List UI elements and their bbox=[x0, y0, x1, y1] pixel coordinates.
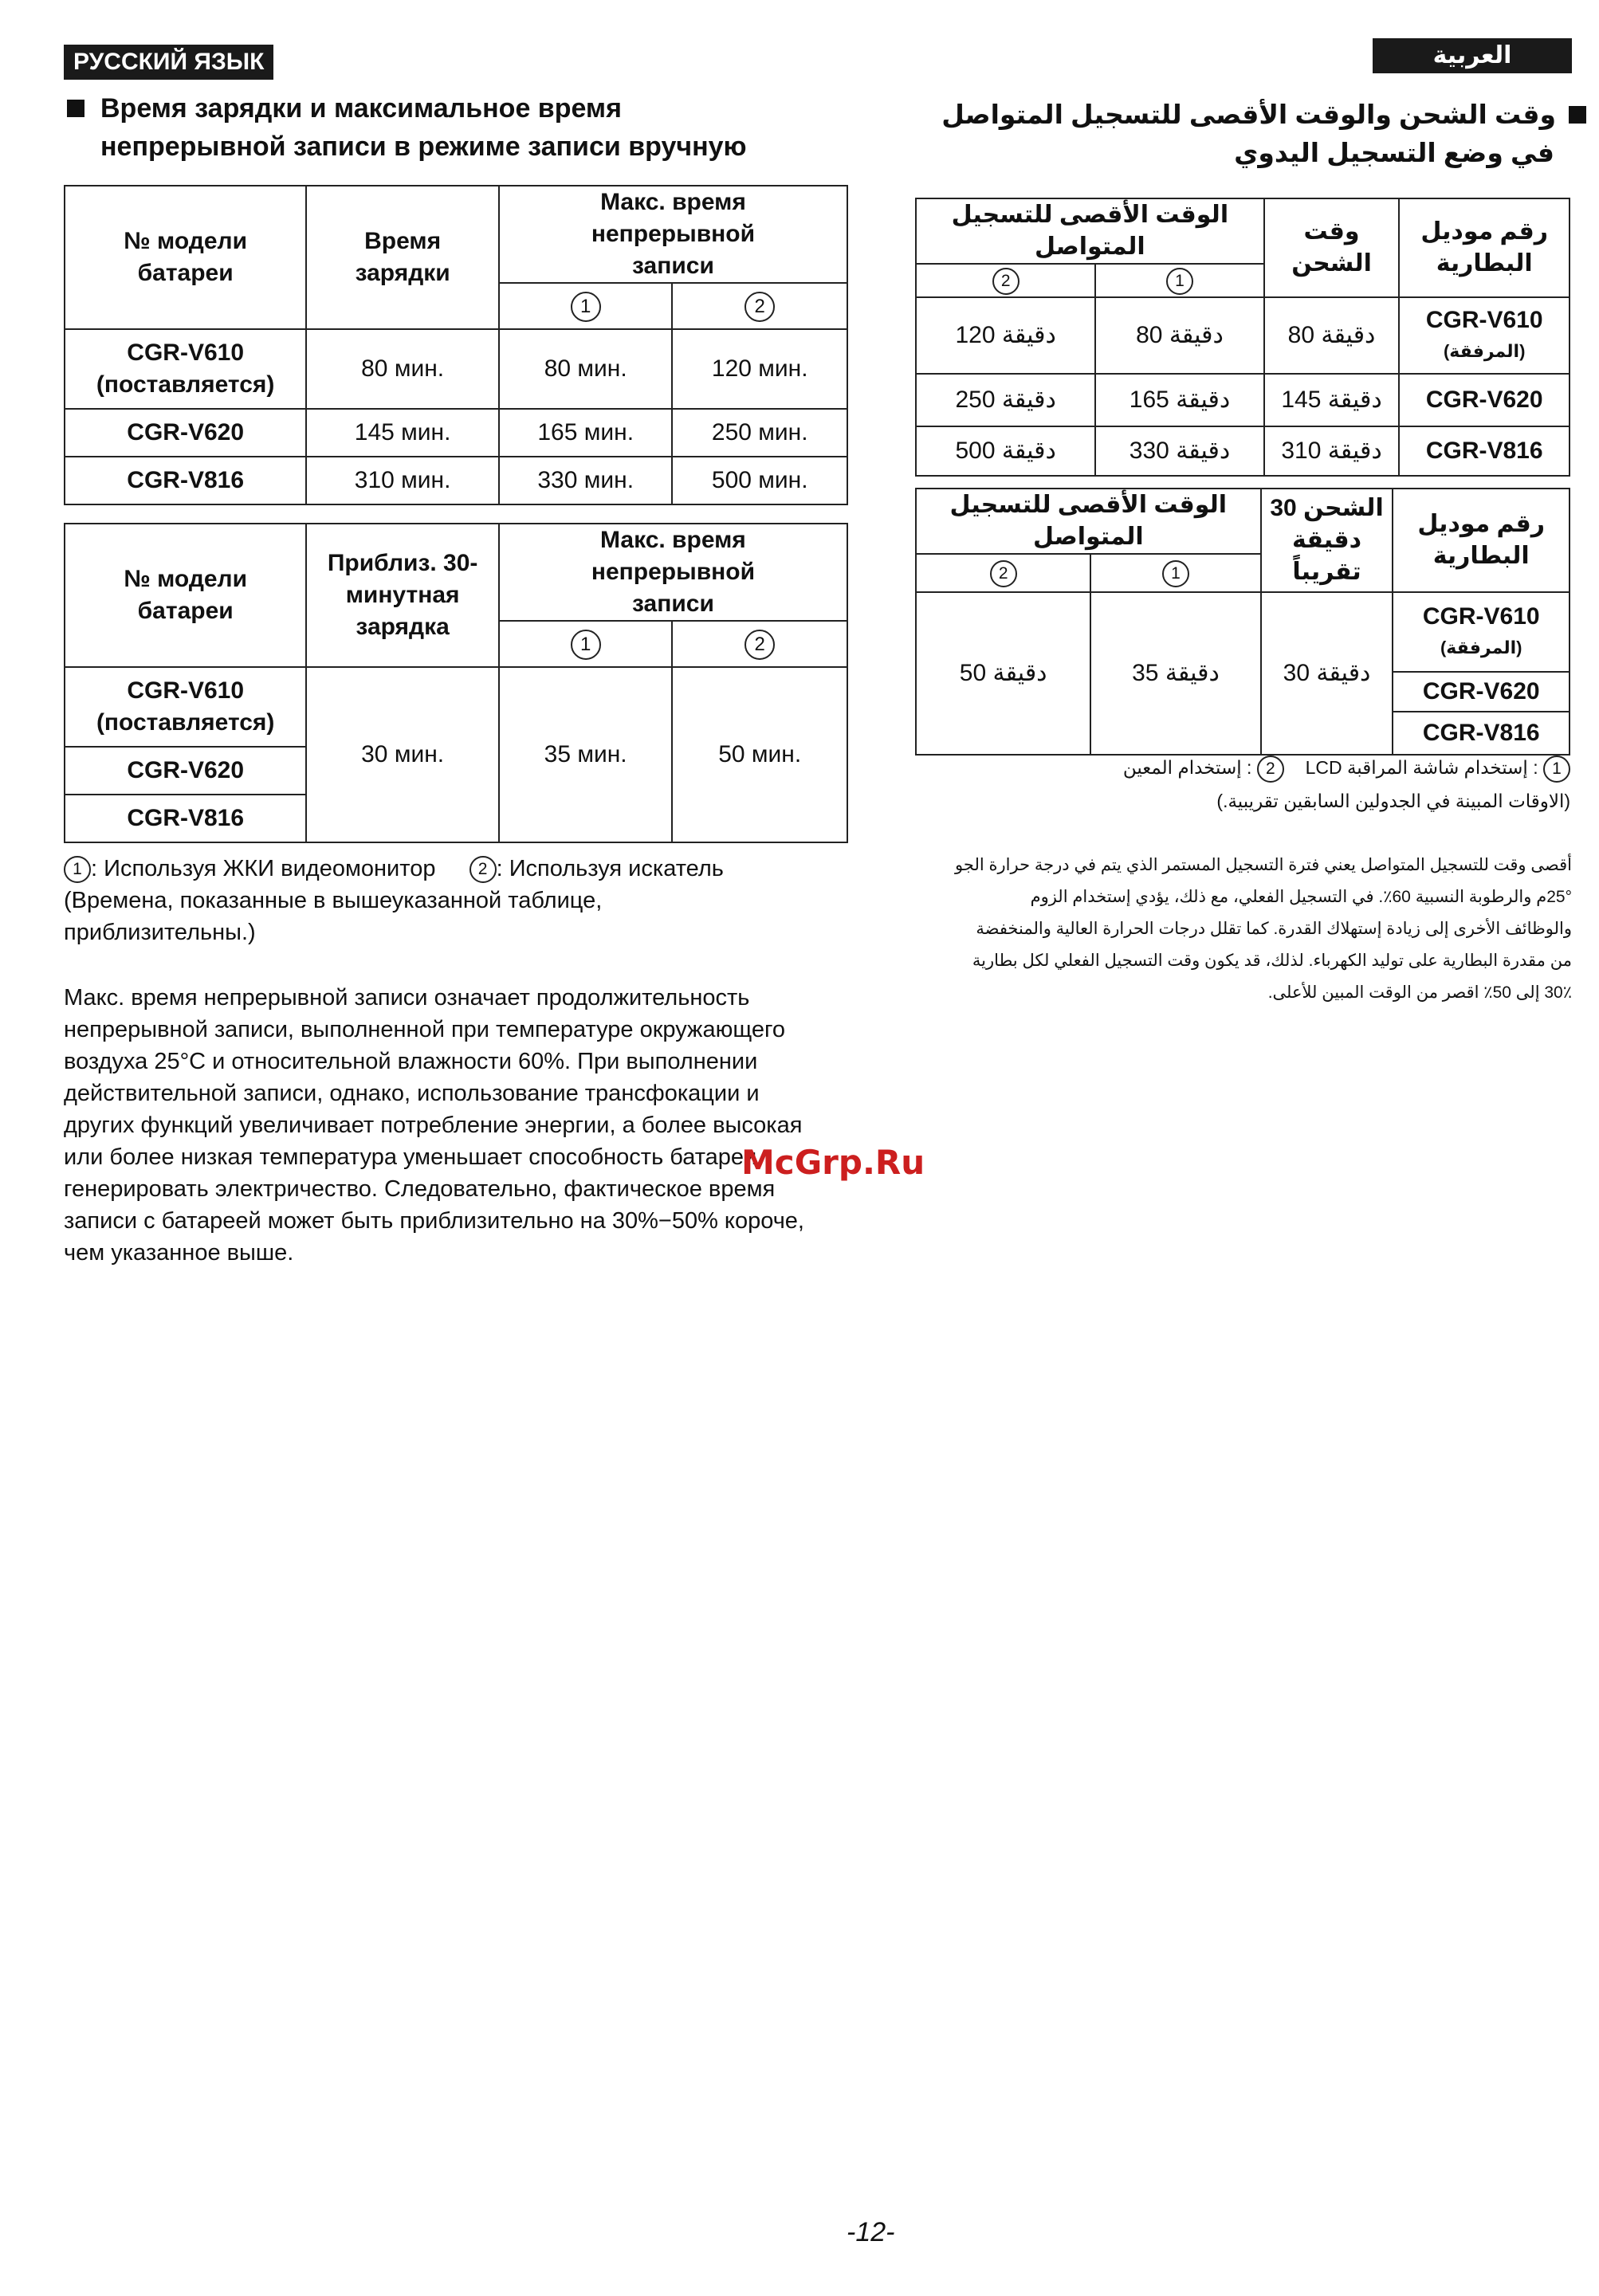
watermark: McGrp.Ru bbox=[741, 1143, 925, 1182]
subheader-lcd: 1 bbox=[499, 283, 673, 329]
header-model: № модели батареи bbox=[65, 186, 306, 329]
charging-table-russian bbox=[64, 185, 848, 505]
header-quick-charge: Приблиз. 30-минутная зарядка bbox=[306, 524, 499, 667]
table-row: CGR-V620 145 мин. 165 мин. 250 мин. bbox=[65, 409, 847, 457]
bullet-square-icon bbox=[1569, 106, 1586, 124]
note-paragraph-arabic: أقصى وقت للتسجيل المتواصل يعني فترة التسجيل المستمر الذي يتم في درجة حرارة الجو 25°م والرطوبة النسبية 60٪. في التسجيل الفعلي، مع ذلك، يؤدي إستخدام الزوم والوظائف الأخرى إلى زيادة إستهلاك القدرة. كما تقلل درجات الحرارة العالية والمنخفضة من مقدرة البطارية على توليد الكهرباء. لذلك، قد يكون وقت التسجيل الفعلي لكل بطارية 30٪ إلى 50٪ اقصر من الوقت المبين للأعلى. bbox=[955, 856, 1572, 1002]
header-max-recording: Макс. время непрерывной записи bbox=[499, 524, 847, 621]
header-max-recording: Макс. время непрерывной записи bbox=[499, 186, 847, 283]
table-row: 500 دقيقة 330 دقيقة 310 دقيقة CGR-V816 bbox=[916, 426, 1570, 476]
language-badge-russian: РУССКИЙ ЯЗЫК bbox=[64, 45, 273, 80]
table-row: CGR-V610 (поставляется) 80 мин. 80 мин. 120 мин. bbox=[65, 329, 847, 409]
charging-table-arabic: الوقت الأقصى للتسجيل المتواصل وقت الشحن رقم موديل البطارية 2 1 120 دقيقة 80 دقيقة 80 دقيقة CGR-V610 (المرفقة) 250 دقيقة 165 دقيقة 145 دقيقة CGR-V620 500 دقيقة 330 دقيقة 310 دقيقة CGR-V816 bbox=[915, 198, 1570, 477]
table-row: 250 دقيقة 165 دقيقة 145 دقيقة CGR-V620 bbox=[916, 374, 1570, 426]
header-charge-time: Время зарядки bbox=[306, 186, 499, 329]
header-model: № модели батареи bbox=[65, 524, 306, 667]
table-row: 120 دقيقة 80 دقيقة 80 دقيقة CGR-V610 (المرفقة) bbox=[916, 297, 1570, 374]
language-badge-arabic: العربية bbox=[1373, 38, 1572, 73]
legend-russian: 1 : Используя ЖКИ видеомонитор 2 : Используя искатель (Времена, показанные в вышеуказанной таблице, приблизительны.) bbox=[64, 856, 724, 945]
legend-arabic: 1 : إستخدام شاشة المراقبة LCD 2 : إستخدام المعين (الاوقات المبينة في الجدولين السابقين تقريبية.) bbox=[917, 751, 1570, 818]
note-paragraph-russian: Макс. время непрерывной записи означает продолжительность непрерывной записи, выполненной при температуре окружающего воздуха 25°C и относительной влажности 60%. При выполнении действительной записи, однако, использование трансфокации и других функций увеличивает потребление энергии, а более высокая или более низкая температура уменьшает способность батареи генерировать электричество. Следовательно, фактическое время записи с батареей может быть приблизительно на 30%−50% короче, чем указанное выше. bbox=[64, 985, 804, 1266]
section-heading-russian bbox=[67, 89, 832, 166]
heading-line-1: Время зарядки и максимальное время bbox=[100, 93, 622, 124]
quick-charge-table-arabic: الوقت الأقصى للتسجيل المتواصل الشحن 30 دقيقة تقريباً رقم موديل البطارية 2 1 50 دقيقة 35 دقيقة 30 دقيقة CGR-V610 (المرفقة) CGR-V620 CGR-V816 bbox=[915, 488, 1570, 756]
section-heading-arabic: وقت الشحن والوقت الأقصى للتسجيل المتواصل في وضع التسجيل اليدوي bbox=[885, 96, 1586, 172]
subheader-viewfinder: 2 bbox=[672, 283, 847, 329]
heading-line-2: непрерывной записи в режиме записи вручную bbox=[100, 131, 747, 162]
page-number: -12- bbox=[847, 2217, 895, 2247]
bullet-square-icon bbox=[67, 100, 84, 117]
quick-charge-table-russian: № модели батареи Приблиз. 30-минутная зарядка Макс. время непрерывной записи 1 2 CGR-V610 (поставляется) 30 мин. 35 мин. 50 мин. CGR-V620 CGR-V816 bbox=[64, 523, 848, 843]
table-row: CGR-V816 310 мин. 330 мин. 500 мин. bbox=[65, 457, 847, 504]
